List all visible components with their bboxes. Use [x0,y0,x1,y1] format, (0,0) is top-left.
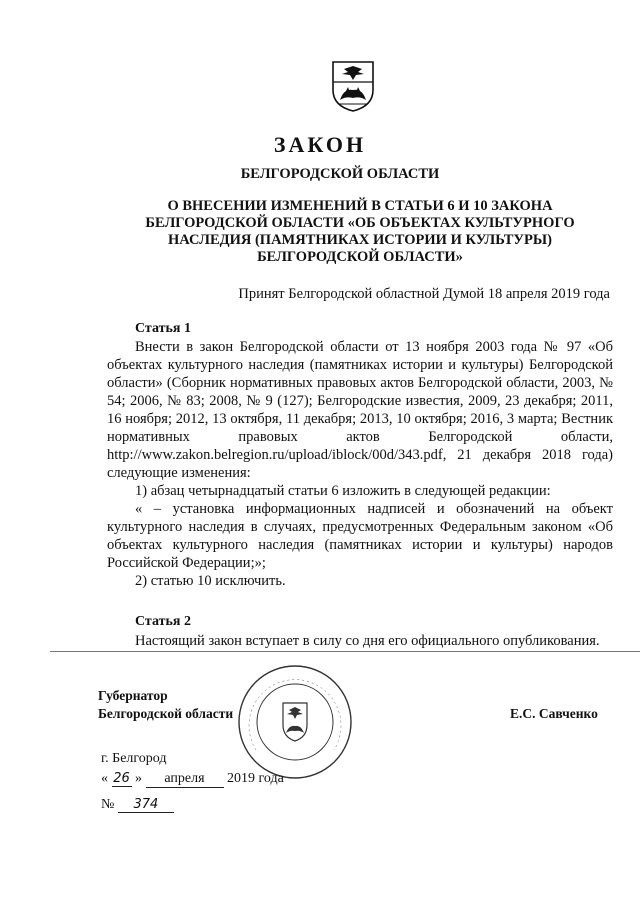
position-line: Белгородской области [98,706,234,721]
heading-line: О ВНЕСЕНИИ ИЗМЕНЕНИЙ В СТАТЬИ 6 И 10 ЗАКОНА [167,198,553,214]
document-heading [100,198,620,266]
document-title: ЗАКОН [273,132,367,157]
divider [50,651,640,652]
heading-line: НАСЛЕДИЯ (ПАМЯТНИКАХ ИСТОРИИ И КУЛЬТУРЫ) [168,232,552,248]
article-1-quote: « – установка информационных надписей и обозначений на объект культурного наследия в случаях, предусмотренных Федеральным законом «Об объектах культурного наследия (памятниках истории и культуры) народов Российской Федерации;»; [107,501,613,571]
official-stamp-icon [236,663,354,781]
heading-line: БЕЛГОРОДСКОЙ ОБЛАСТИ» [257,249,463,265]
number-value: 374 [118,797,174,813]
signatory-name: Е.С. Савченко [510,706,598,721]
article-1-intro: Внести в закон Белгородской области от 13 ноября 2003 года № 97 «Об объектах культурного наследия (памятниках истории и культуры) Белгородской области» (Сборник нормативных правовых актов Белгородской области, 2003, № 54; 2006, № 83; 2008, № 9 (127); Белгородские известия, 2009, 23 декабря; 2011, 16 ноября; 2012, 13 октября, 11 декабря; 2013, 10 октября; 2016, 3 марта; Вестник нормативных правовых актов Белгородской области, http://www.zakon.belregion.ru/upload/iblock/00d/343.pdf, 21 декабря 2018 года) следующие изменения: [107,339,613,481]
article-1-body [107,338,613,590]
article-1-item-2: 2) статью 10 исключить. [135,573,286,589]
date-day: 26 [113,771,130,786]
article-1-item-1: 1) абзац четырнадцатый статьи 6 изложить в следующей редакции: [135,483,551,499]
document-region: БЕЛГОРОДСКОЙ ОБЛАСТИ [240,166,440,182]
document-number [101,797,174,813]
article-1-title: Статья 1 [135,321,191,336]
date-quote-close: » [135,771,142,786]
article-2-text: Настоящий закон вступает в силу со дня его официального опубликования. [135,633,600,649]
signing-date [101,771,284,788]
article-2-title: Статья 2 [135,614,191,629]
number-label: № [101,797,115,812]
city: г. Белгород [101,751,167,766]
article-2-body [107,632,613,650]
position-line: Губернатор [98,688,168,703]
signatory-position [98,687,233,723]
heading-line: БЕЛГОРОДСКОЙ ОБЛАСТИ «ОБ ОБЪЕКТАХ КУЛЬТУРНОГО [145,215,575,231]
adoption-statement: Принят Белгородской областной Думой 18 апреля 2019 года [238,286,610,302]
date-quote-open: « [101,771,108,786]
coat-of-arms-icon [330,60,376,112]
date-year: 2019 года [227,771,284,786]
date-month: апреля [146,771,224,788]
